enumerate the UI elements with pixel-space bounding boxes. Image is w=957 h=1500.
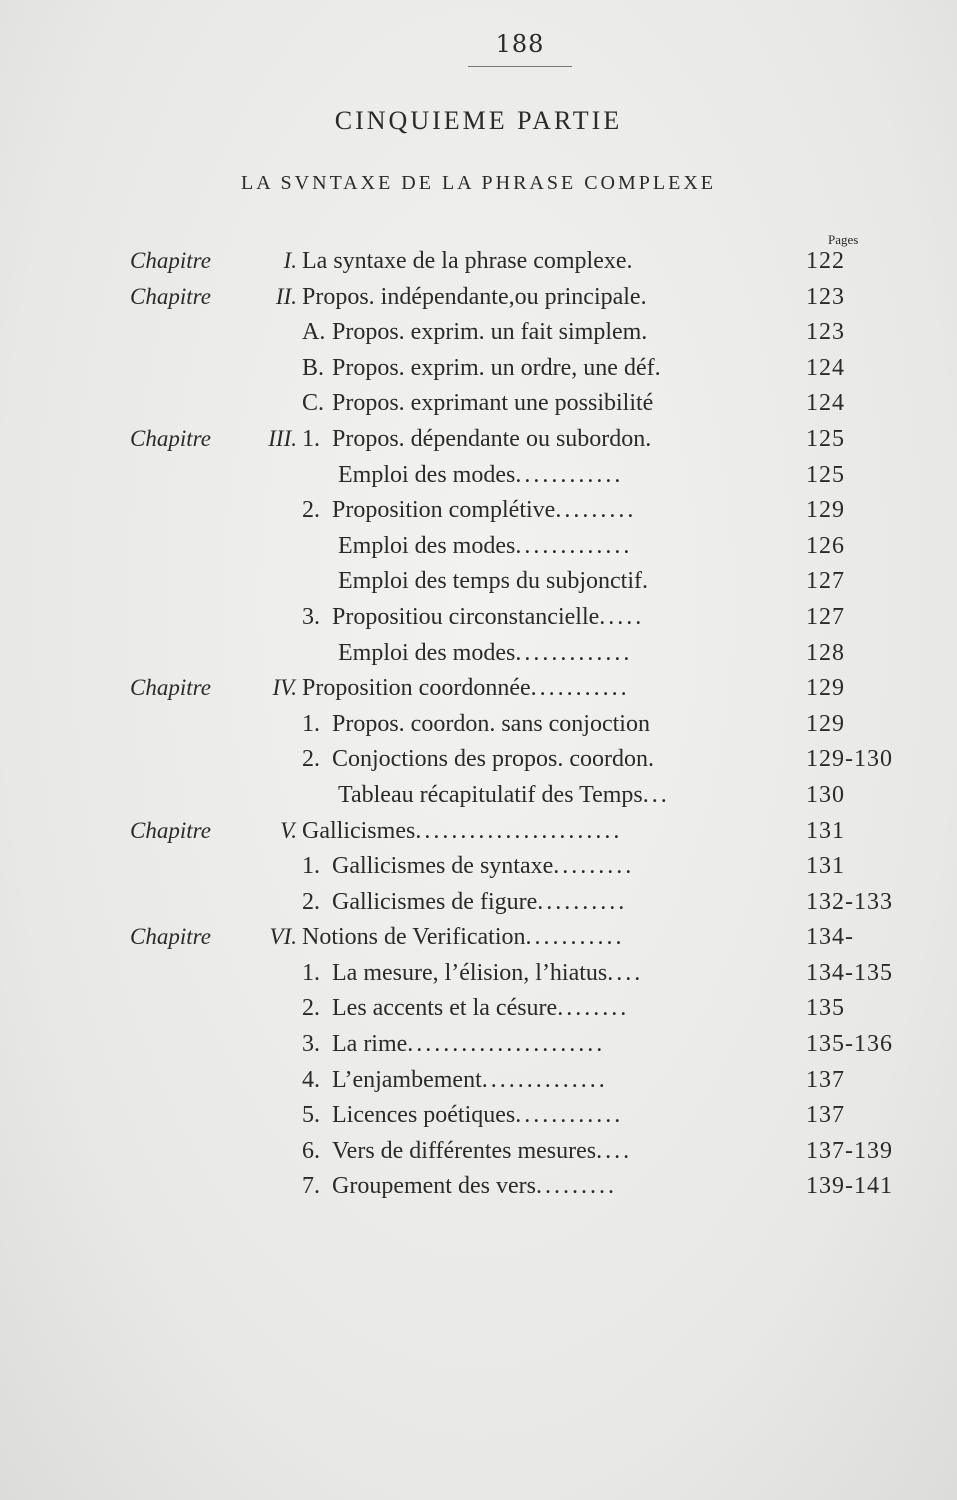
toc-row: [0, 1096, 957, 1132]
toc-row: [0, 776, 957, 812]
entry-marker: 2.: [302, 995, 320, 1022]
toc-row: [0, 918, 957, 954]
chapter-label: Chapitre: [130, 283, 211, 309]
part-title: CINQUIEME PARTIE: [334, 106, 623, 135]
toc-entry: [302, 390, 772, 417]
page-reference: 131: [806, 817, 845, 844]
toc-entry: [338, 533, 772, 560]
toc-row: [0, 812, 957, 848]
toc-entry: [338, 462, 772, 489]
pages-column-label: Pages: [828, 232, 859, 247]
toc-row: [0, 420, 957, 456]
section-title: LA SVNTAXE DE LA PHRASE COMPLEXE: [241, 172, 716, 194]
entry-title: Emploi des modes: [338, 461, 516, 488]
entry-title: Licences poétiques: [332, 1102, 516, 1129]
leader-dots: .............: [515, 532, 633, 559]
toc-entry: [338, 782, 772, 809]
toc-entry: [302, 818, 772, 845]
entry-marker: 2.: [302, 746, 320, 773]
chapter-label: Chapitre: [130, 675, 211, 701]
entry-marker: 6.: [302, 1137, 320, 1164]
page-reference: 123: [806, 319, 845, 346]
toc-row: [0, 740, 957, 776]
leader-dots: .........: [535, 1173, 617, 1200]
entry-title: La syntaxe de la phrase complexe.: [302, 248, 633, 274]
page-reference: 125: [806, 425, 845, 452]
leader-dots: ........: [557, 995, 630, 1022]
page-reference: 130: [806, 781, 845, 808]
toc-entry: [338, 640, 772, 667]
leader-dots: .......................: [415, 817, 623, 844]
page-reference: 124: [806, 390, 845, 417]
chapter-label: Chapitre: [130, 924, 211, 950]
chapter-numeral: IV.: [272, 675, 297, 701]
entry-title: L’enjambement: [332, 1066, 482, 1093]
page-reference: 135: [806, 995, 845, 1022]
entry-title: Propositiou circonstancielle: [332, 603, 600, 630]
toc-row: [0, 278, 957, 314]
leader-dots: ....: [596, 1137, 633, 1164]
leader-dots: ...........: [530, 675, 630, 702]
entry-marker: 2.: [302, 497, 320, 524]
toc-row: [0, 1167, 957, 1203]
entry-title: Gallicismes: [302, 817, 416, 844]
page-reference: 139-141: [806, 1173, 893, 1200]
leader-dots: .........: [555, 497, 637, 524]
toc-entry: [302, 248, 772, 275]
page-reference: 134-: [806, 924, 854, 951]
leader-dots: .....: [599, 603, 645, 630]
toc-entry: [302, 924, 772, 951]
entry-marker: 3.: [302, 603, 320, 630]
page-reference: 132-133: [806, 888, 893, 915]
table-of-contents: [0, 242, 957, 1203]
toc-row: [0, 1061, 957, 1097]
entry-title: Emploi des temps du subjonctif.: [338, 568, 648, 595]
toc-row: [0, 562, 957, 598]
page-reference: 128: [806, 639, 845, 666]
entry-marker: 1.: [302, 710, 320, 737]
chapter-label: Chapitre: [130, 425, 211, 451]
toc-entry: [302, 1173, 772, 1200]
page-reference: 129: [806, 710, 845, 737]
entry-marker: B.: [302, 354, 325, 381]
page-reference: 126: [806, 532, 845, 559]
toc-entry: [302, 746, 772, 773]
toc-entry: [302, 1031, 772, 1058]
entry-marker: 1.: [302, 853, 320, 880]
entry-title: La rime: [332, 1031, 408, 1058]
toc-row: [0, 1025, 957, 1061]
entry-marker: C.: [302, 390, 325, 417]
leader-dots: .............: [515, 639, 633, 666]
page-number: 188: [495, 30, 545, 58]
chapter-numeral: III.: [268, 425, 297, 451]
entry-title: Propos. coordon. sans conjoction: [332, 710, 650, 737]
leader-dots: ..........: [537, 888, 628, 915]
leader-dots: .........: [553, 853, 635, 880]
page-number-rule: [468, 66, 572, 67]
entry-title: Propos. exprimant une possibilité: [332, 390, 654, 417]
toc-row: [0, 491, 957, 527]
entry-title: Les accents et la césure: [332, 995, 558, 1022]
entry-marker: 1.: [302, 425, 320, 452]
toc-entry: [302, 995, 772, 1022]
entry-title: Emploi des modes: [338, 639, 516, 666]
toc-row: [0, 883, 957, 919]
entry-title: Gallicismes de syntaxe: [332, 853, 554, 880]
toc-row: [0, 598, 957, 634]
entry-marker: 4.: [302, 1066, 320, 1093]
toc-entry: [302, 319, 772, 346]
toc-row: [0, 847, 957, 883]
toc-row: [0, 669, 957, 705]
toc-entry: [302, 497, 772, 524]
toc-entry: [302, 284, 772, 311]
entry-marker: 2.: [302, 888, 320, 915]
toc-entry: [302, 1067, 772, 1094]
toc-entry: [302, 675, 772, 702]
entry-marker: 7.: [302, 1173, 320, 1200]
entry-title: Notions de Verification: [302, 924, 526, 951]
entry-marker: 3.: [302, 1031, 320, 1058]
entry-marker: 5.: [302, 1102, 320, 1129]
page-reference: 124: [806, 354, 845, 381]
toc-row: [0, 1132, 957, 1168]
toc-entry: [302, 604, 772, 631]
page-reference: 131: [806, 853, 845, 880]
toc-row: [0, 384, 957, 420]
leader-dots: ............: [515, 1102, 624, 1129]
page-reference: 123: [806, 283, 845, 310]
entry-title: Vers de différentes mesures: [332, 1137, 597, 1164]
toc-entry: [338, 568, 772, 595]
page-reference: 137: [806, 1066, 845, 1093]
toc-row: [0, 313, 957, 349]
leader-dots: ...: [642, 781, 670, 808]
toc-row: [0, 634, 957, 670]
entry-title: Tableau récapitulatif des Temps: [338, 781, 643, 808]
entry-title: Gallicismes de figure: [332, 888, 538, 915]
toc-entry: [302, 426, 772, 453]
chapter-numeral: V.: [280, 817, 297, 843]
entry-title: La mesure, l’élision, l’hiatus: [332, 959, 608, 986]
toc-entry: [302, 1138, 772, 1165]
chapter-numeral: II.: [275, 283, 297, 309]
leader-dots: ............: [515, 461, 624, 488]
entry-title: Proposition coordonnée: [302, 675, 531, 702]
page-reference: 122: [806, 248, 845, 274]
toc-entry: [302, 355, 772, 382]
chapter-label: Chapitre: [130, 817, 211, 843]
page-reference: 129: [806, 497, 845, 524]
toc-row: [0, 989, 957, 1025]
chapter-numeral: I.: [283, 248, 297, 273]
page-reference: 134-135: [806, 959, 893, 986]
entry-title: Propos. exprim. un ordre, une déf.: [332, 354, 661, 381]
entry-title: Propos. dépendante ou subordon.: [332, 425, 652, 452]
page-reference: 129-130: [806, 746, 893, 773]
leader-dots: ......................: [407, 1031, 606, 1058]
leader-dots: ....: [607, 959, 644, 986]
toc-row: [0, 705, 957, 741]
entry-title: Proposition complétive: [332, 497, 556, 524]
toc-row: [0, 242, 957, 278]
toc-entry: [302, 960, 772, 987]
entry-marker: 1.: [302, 959, 320, 986]
page-reference: 129: [806, 675, 845, 702]
toc-entry: [302, 1102, 772, 1129]
page-reference: 137-139: [806, 1137, 893, 1164]
page-reference: 127: [806, 568, 845, 595]
toc-row: [0, 954, 957, 990]
entry-title: Propos. indépendante,ou principale.: [302, 283, 647, 310]
page-reference: 137: [806, 1102, 845, 1129]
toc-row: [0, 456, 957, 492]
toc-entry: [302, 889, 772, 916]
page-reference: 135-136: [806, 1031, 893, 1058]
entry-title: Emploi des modes: [338, 532, 516, 559]
entry-title: Conjoctions des propos. coordon.: [332, 746, 654, 773]
toc-row: [0, 349, 957, 385]
leader-dots: ..............: [481, 1066, 608, 1093]
page-reference: 125: [806, 461, 845, 488]
leader-dots: ...........: [525, 924, 625, 951]
entry-title: Propos. exprim. un fait simplem.: [332, 319, 648, 346]
page-reference: 127: [806, 603, 845, 630]
toc-entry: [302, 711, 772, 738]
toc-row: [0, 527, 957, 563]
entry-marker: A.: [302, 319, 326, 346]
toc-entry: [302, 853, 772, 880]
chapter-label: Chapitre: [130, 248, 211, 273]
chapter-numeral: VI.: [269, 924, 297, 950]
entry-title: Groupement des vers: [332, 1173, 536, 1200]
